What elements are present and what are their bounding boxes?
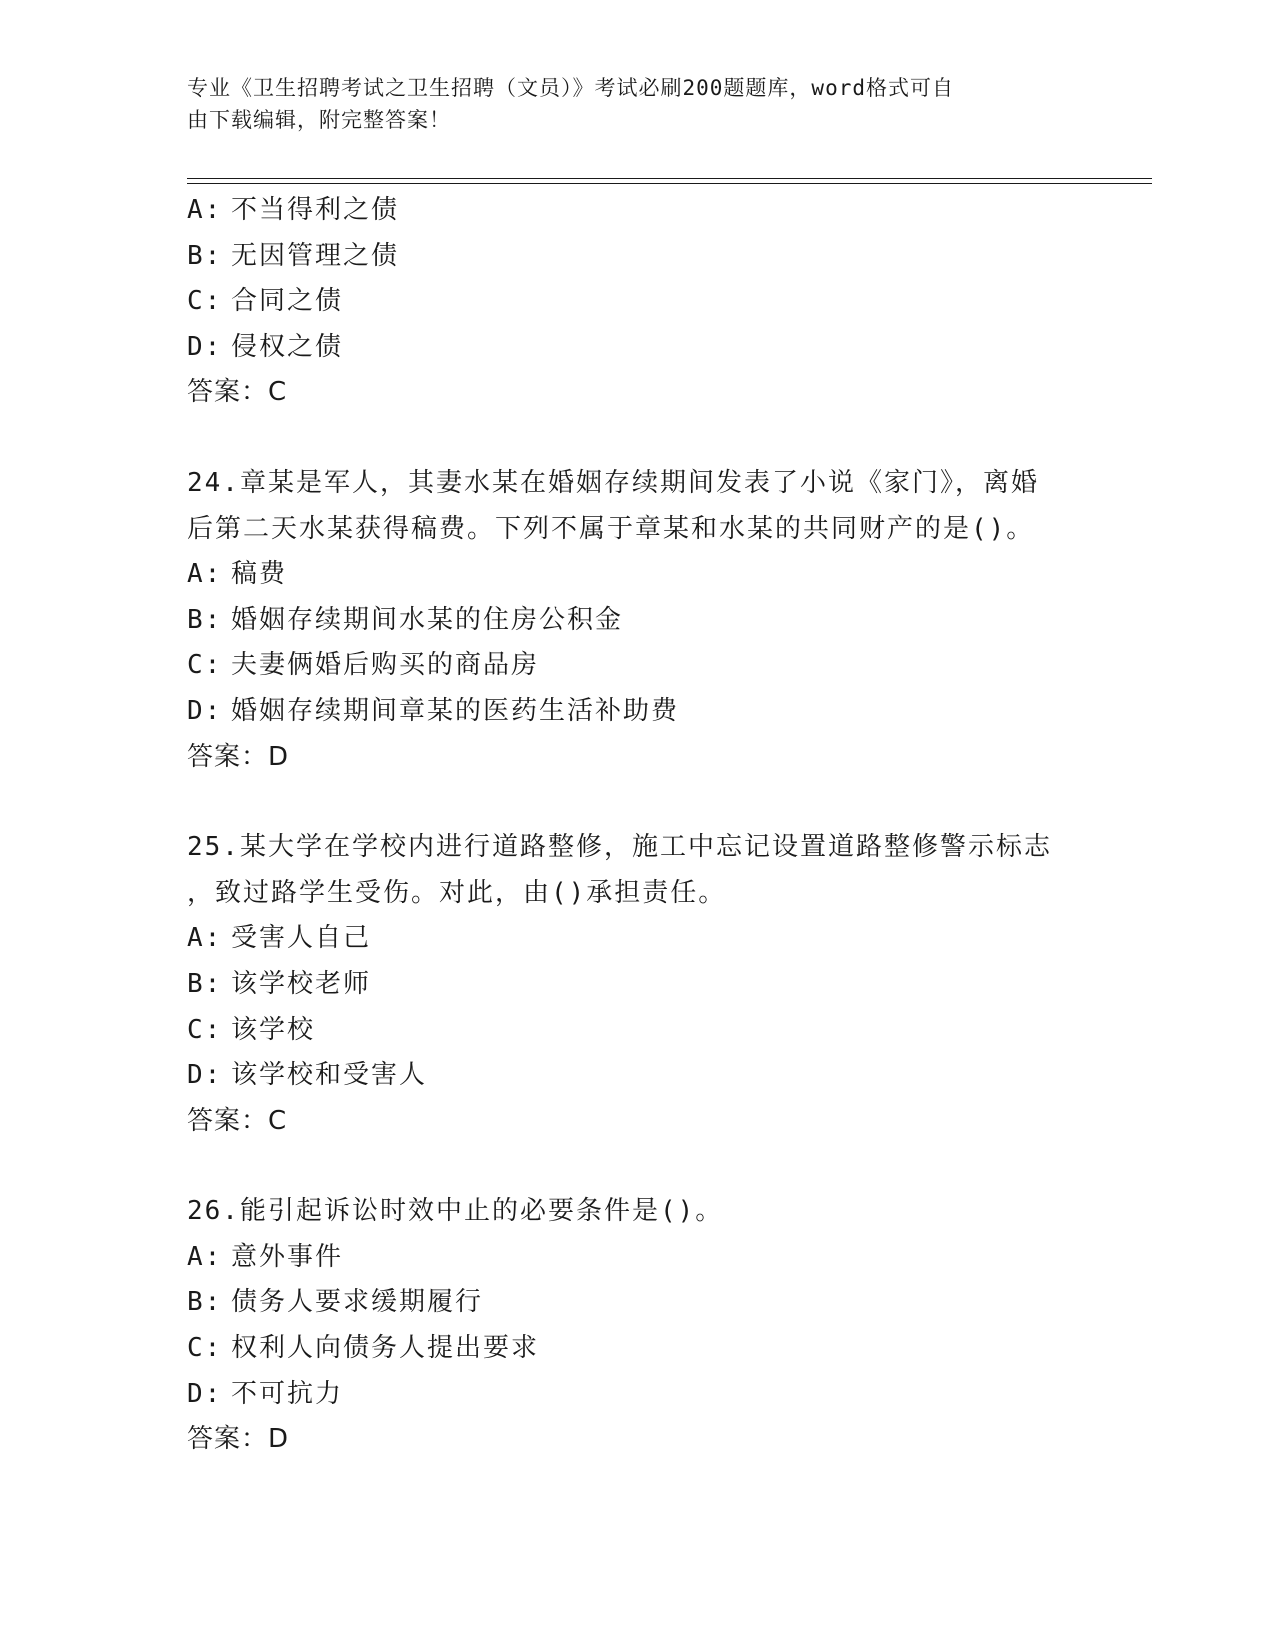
option-b: B: 无因管理之债 [187, 240, 400, 271]
header-line-2: 由下载编辑，附完整答案！ [187, 108, 451, 132]
option-a: A: 受害人自己 [187, 923, 372, 954]
option-c: C: 该学校 [187, 1014, 316, 1045]
option-a: A: 稿费 [187, 559, 288, 590]
option-a: A: 意外事件 [187, 1241, 344, 1272]
answer: 答案：C [187, 377, 288, 408]
answer: 答案：D [187, 741, 290, 772]
header-divider-top [187, 178, 1152, 179]
answer: 答案：C [187, 1105, 288, 1136]
question-26 [187, 1189, 1152, 1463]
header-line-1: 专业《卫生招聘考试之卫生招聘（文员）》考试必刷200题题库，word格式可自 [187, 76, 954, 100]
option-a: A: 不当得利之债 [187, 195, 400, 225]
option-c: C: 夫妻俩婚后购买的商品房 [187, 650, 540, 681]
option-b: B: 债务人要求缓期履行 [187, 1287, 484, 1318]
header-divider-bottom [187, 183, 1152, 184]
option-d: D: 婚姻存续期间章某的医药生活补助费 [187, 695, 680, 726]
question-stem: 24.章某是军人，其妻水某在婚姻存续期间发表了小说《家门》，离婚 [187, 467, 1039, 498]
option-c: C: 合同之债 [187, 286, 344, 317]
question-stem-continued: ，致过路学生受伤。对此，由()承担责任。 [187, 877, 727, 908]
page-header [187, 72, 1067, 136]
question-23-continued [187, 188, 1152, 416]
question-list [187, 188, 1152, 1463]
question-24 [187, 461, 1152, 780]
option-b: B: 该学校老师 [187, 968, 372, 999]
question-stem: 25.某大学在学校内进行道路整修，施工中忘记设置道路整修警示标志 [187, 832, 1052, 863]
option-d: D: 该学校和受害人 [187, 1060, 428, 1091]
option-b: B: 婚姻存续期间水某的住房公积金 [187, 604, 624, 635]
question-stem: 26.能引起诉讼时效中止的必要条件是()。 [187, 1196, 724, 1227]
answer: 答案：D [187, 1424, 290, 1455]
option-d: D: 侵权之债 [187, 331, 344, 362]
option-d: D: 不可抗力 [187, 1378, 344, 1409]
option-c: C: 权利人向债务人提出要求 [187, 1333, 540, 1364]
question-stem-continued: 后第二天水某获得稿费。下列不属于章某和水某的共同财产的是()。 [187, 513, 1035, 544]
question-25 [187, 825, 1152, 1144]
